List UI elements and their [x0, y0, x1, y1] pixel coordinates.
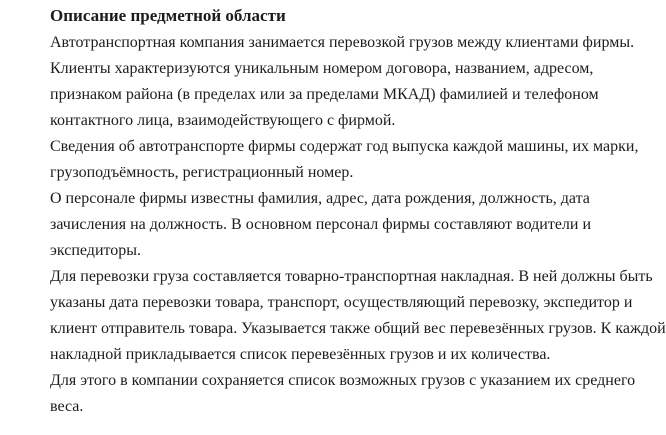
text-line: Клиенты характеризуются уникальным номером договора, названием, адресом,: [50, 60, 594, 77]
text-line: грузоподъёмность, регистрационный номер.: [50, 164, 354, 181]
text-line: Для перевозки груза составляется товарно-транспортная накладная. В ней должны быть: [50, 268, 653, 285]
text-line: экспедиторы.: [50, 242, 142, 259]
text-line: О персонале фирмы известны фамилия, адрес, дата рождения, должность, дата: [50, 190, 590, 207]
text-line: признаком района (в пределах или за пределами МКАД) фамилией и телефоном: [50, 86, 599, 103]
text-line: клиент отправитель товара. Указывается также общий вес перевезённых грузов. К каждой: [50, 320, 666, 337]
text-line: зачисления на должность. В основном персонал фирмы составляют водители и: [50, 216, 592, 233]
text-line: веса.: [50, 398, 84, 415]
text-line: Автотранспортная компания занимается перевозкой грузов между клиентами фирмы.: [50, 34, 635, 51]
text-line: контактного лица, взаимодействующего с фирмой.: [50, 112, 396, 129]
text-line: накладной прикладывается список перевезённых грузов и их количества.: [50, 346, 551, 363]
document-title: Описание предметной области: [50, 6, 286, 25]
text-line: Сведения об автотранспорте фирмы содержат год выпуска каждой машины, их марки,: [50, 138, 639, 155]
text-line: указаны дата перевозки товара, транспорт, осуществляющий перевозку, экспедитор и: [50, 294, 633, 311]
document-body: [50, 3, 666, 420]
text-line: Для этого в компании сохраняется список возможных грузов с указанием их среднего: [50, 372, 636, 389]
